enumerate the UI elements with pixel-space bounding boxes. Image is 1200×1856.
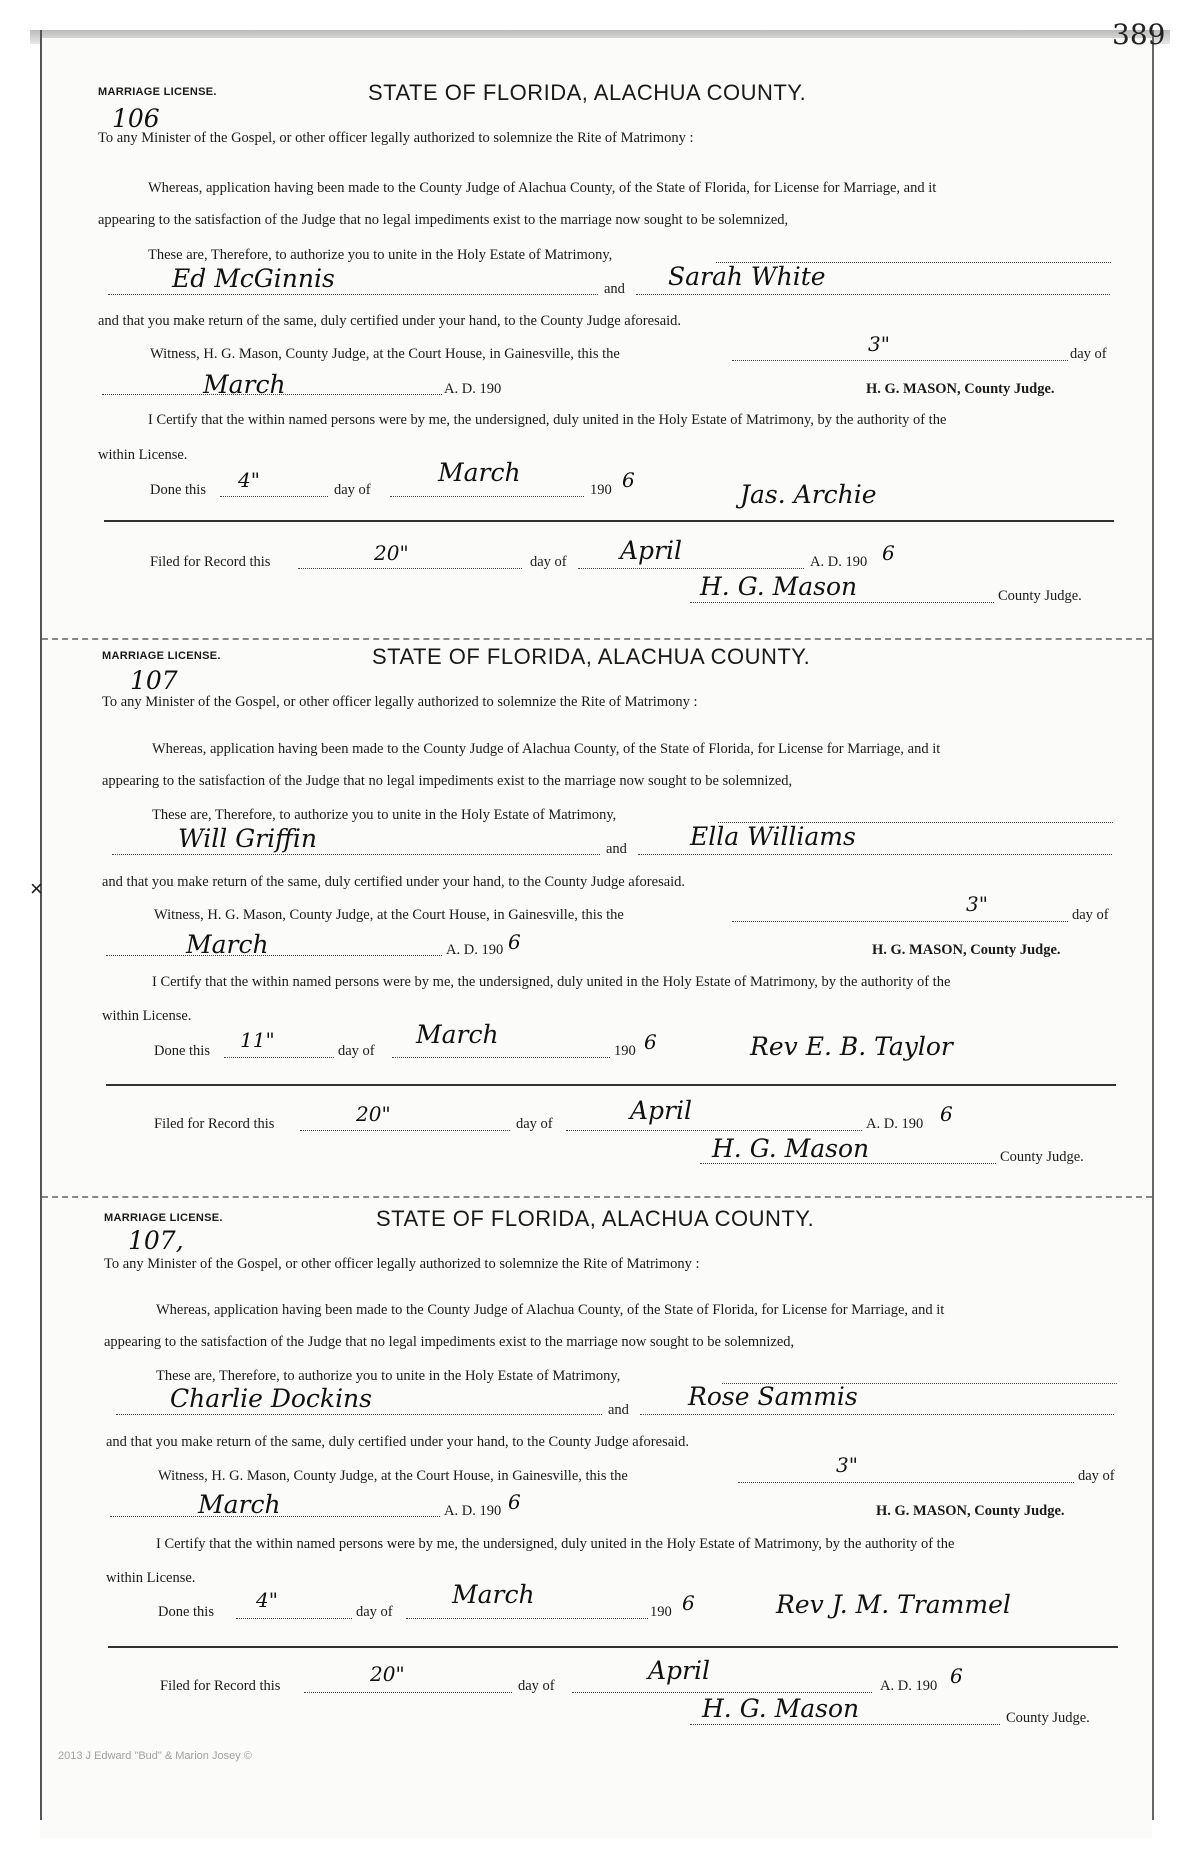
judge-print-name: H. G. MASON, County Judge. [876,1503,1065,1519]
certify-line-1: I Certify that the within named persons were by me, the undersigned, duly united in the Holy Estate of Matrimony, by the authority of the [152,974,951,990]
judge-print-name: H. G. MASON, County Judge. [872,942,1061,958]
done-year-label: 190 [590,482,612,498]
filed-for-record-label: Filed for Record this [154,1116,275,1132]
section-rule [108,1646,1118,1648]
witness-day: 3" [966,892,988,916]
license-number: 107, [128,1226,184,1255]
filed-month: April [620,536,682,565]
groom-name: Will Griffin [178,824,317,853]
county-judge-label: County Judge. [1000,1149,1084,1165]
these-are-line: These are, Therefore, to authorize you to unite in the Holy Estate of Matrimony, [148,247,613,263]
certify-line-2: within License. [98,447,188,463]
done-day-line [236,1618,352,1619]
these-are-line: These are, Therefore, to authorize you to unite in the Holy Estate of Matrimony, [156,1368,621,1384]
certify-line-2: within License. [102,1008,192,1024]
done-day: 4" [238,468,260,492]
judge-signature: H. G. Mason [700,572,858,601]
license-number: 107 [130,666,178,695]
done-day-of-label: day of [338,1043,375,1059]
done-year-label: 190 [650,1604,672,1620]
and-word: and [606,841,627,857]
witness-year-suffix: 6 [508,1490,521,1514]
witness-day-line [738,1482,1074,1483]
witness-year-suffix: 6 [508,930,521,954]
whereas-line-2: appearing to the satisfaction of the Judge that no legal impediments exist to the marriage now sought to be solemnized, [104,1334,795,1350]
these-are-line: These are, Therefore, to authorize you to unite in the Holy Estate of Matrimony, [152,807,617,823]
whereas-line-2: appearing to the satisfaction of the Judge that no legal impediments exist to the marriage now sought to be solemnized, [102,773,793,789]
officiant-signature: Rev E. B. Taylor [750,1032,953,1061]
filed-ad-label: A. D. 190 [880,1678,938,1694]
witness-day-line [732,360,1068,361]
filed-year-suffix: 6 [950,1664,963,1688]
witness-month: March [198,1490,281,1519]
done-month-line [406,1618,648,1619]
margin-x-mark: × [30,876,43,901]
groom-name: Charlie Dockins [170,1384,372,1413]
judge-signature-line [690,1724,1000,1725]
bride-line [638,854,1112,855]
witness-line: Witness, H. G. Mason, County Judge, at the Court House, in Gainesville, this the [158,1468,628,1484]
done-year-suffix: 6 [682,1591,695,1615]
filed-day-of-label: day of [530,554,567,570]
done-year-label: 190 [614,1043,636,1059]
day-of-label: day of [1072,907,1109,923]
witness-month: March [186,930,269,959]
witness-month-line [110,1516,440,1517]
return-line: and that you make return of the same, duly certified under your hand, to the County Judge aforesaid. [98,313,682,329]
ad-label: A. D. 190 [446,942,504,958]
whereas-line-1: Whereas, application having been made to the County Judge of Alachua County, of the State of Florida, for License for Marriage, and it [152,741,941,757]
filed-day-line [304,1692,512,1693]
filed-ad-label: A. D. 190 [866,1116,924,1132]
whereas-line-1: Whereas, application having been made to the County Judge of Alachua County, of the State of Florida, for License for Marriage, and it [156,1302,945,1318]
license-header-label: MARRIAGE LICENSE. [102,650,221,662]
filed-month: April [648,1656,710,1685]
groom-name: Ed McGinnis [172,264,335,293]
witness-month: March [203,370,286,399]
witness-line: Witness, H. G. Mason, County Judge, at the Court House, in Gainesville, this the [150,346,620,362]
done-day: 11" [240,1028,275,1052]
witness-month-line [102,394,442,395]
and-word: and [604,281,625,297]
section-rule [104,520,1114,522]
ad-label: A. D. 190 [444,381,502,397]
done-day-line [224,1057,334,1058]
filed-year-suffix: 6 [882,541,895,565]
license-number: 106 [112,104,160,133]
witness-day: 3" [836,1453,858,1477]
judge-signature: H. G. Mason [702,1694,860,1723]
filed-ad-label: A. D. 190 [810,554,868,570]
county-judge-label: County Judge. [998,588,1082,604]
address-line: To any Minister of the Gospel, or other officer legally authorized to solemnize the Rite of Matrimony : [98,130,694,146]
bride-line [640,1414,1114,1415]
certify-line-2: within License. [106,1570,196,1586]
return-line: and that you make return of the same, duly certified under your hand, to the County Judge aforesaid. [106,1434,690,1450]
done-day-line [220,496,328,497]
bride-name: Sarah White [668,262,826,291]
done-month: March [438,458,521,487]
bride-name: Ella Williams [690,822,856,851]
bride-line [636,294,1110,295]
done-day-of-label: day of [334,482,371,498]
judge-signature: H. G. Mason [712,1134,870,1163]
witness-day: 3" [868,332,890,356]
done-day: 4" [256,1588,278,1612]
filed-month: April [630,1096,692,1125]
filed-day: 20" [356,1102,391,1126]
done-month: March [452,1580,535,1609]
done-year-suffix: 6 [622,468,635,492]
county-judge-label: County Judge. [1006,1710,1090,1726]
marriage-license-2 [0,564,1200,1165]
marriage-license-1 [0,0,1200,604]
done-this-label: Done this [154,1043,210,1059]
done-month-line [392,1057,610,1058]
done-month: March [416,1020,499,1049]
copyright-notice: 2013 J Edward "Bud" & Marion Josey © [58,1750,252,1762]
day-of-label: day of [1070,346,1107,362]
groom-line [116,1414,602,1415]
address-line: To any Minister of the Gospel, or other officer legally authorized to solemnize the Rite of Matrimony : [102,694,698,710]
license-title: STATE OF FLORIDA, ALACHUA COUNTY. [376,1206,815,1231]
license-header-label: MARRIAGE LICENSE. [104,1212,223,1224]
done-year-suffix: 6 [644,1030,657,1054]
page-number: 389 [1112,18,1166,51]
done-this-label: Done this [158,1604,214,1620]
and-word: and [608,1402,629,1418]
ad-label: A. D. 190 [444,1503,502,1519]
whereas-line-1: Whereas, application having been made to the County Judge of Alachua County, of the State of Florida, for License for Marriage, and it [148,180,937,196]
address-line: To any Minister of the Gospel, or other officer legally authorized to solemnize the Rite of Matrimony : [104,1256,700,1272]
filed-day: 20" [370,1662,405,1686]
officiant-signature: Jas. Archie [740,480,877,509]
certify-line-1: I Certify that the within named persons were by me, the undersigned, duly united in the Holy Estate of Matrimony, by the authority of the [156,1536,955,1552]
officiant-signature: Rev J. M. Trammel [776,1590,1011,1619]
certify-line-1: I Certify that the within named persons were by me, the undersigned, duly united in the Holy Estate of Matrimony, by the authority of the [148,412,947,428]
witness-day-line [732,921,1068,922]
filed-day-of-label: day of [516,1116,553,1132]
judge-print-name: H. G. MASON, County Judge. [866,381,1055,397]
whereas-line-2: appearing to the satisfaction of the Judge that no legal impediments exist to the marriage now sought to be solemnized, [98,212,789,228]
filed-year-suffix: 6 [940,1102,953,1126]
filed-day: 20" [374,541,409,565]
groom-line [108,294,598,295]
bride-name: Rose Sammis [688,1382,858,1411]
filed-for-record-label: Filed for Record this [150,554,271,570]
license-title: STATE OF FLORIDA, ALACHUA COUNTY. [368,80,807,105]
groom-line [112,854,600,855]
filed-for-record-label: Filed for Record this [160,1678,281,1694]
done-day-of-label: day of [356,1604,393,1620]
done-this-label: Done this [150,482,206,498]
license-header-label: MARRIAGE LICENSE. [98,86,217,98]
done-month-line [390,496,584,497]
day-of-label: day of [1078,1468,1115,1484]
witness-line: Witness, H. G. Mason, County Judge, at the Court House, in Gainesville, this the [154,907,624,923]
filed-day-of-label: day of [518,1678,555,1694]
witness-month-line [106,955,442,956]
section-rule [106,1084,1116,1086]
filed-month-line [572,1692,872,1693]
return-line: and that you make return of the same, duly certified under your hand, to the County Judge aforesaid. [102,874,686,890]
license-title: STATE OF FLORIDA, ALACHUA COUNTY. [372,644,811,669]
marriage-license-3 [0,1126,1200,1726]
